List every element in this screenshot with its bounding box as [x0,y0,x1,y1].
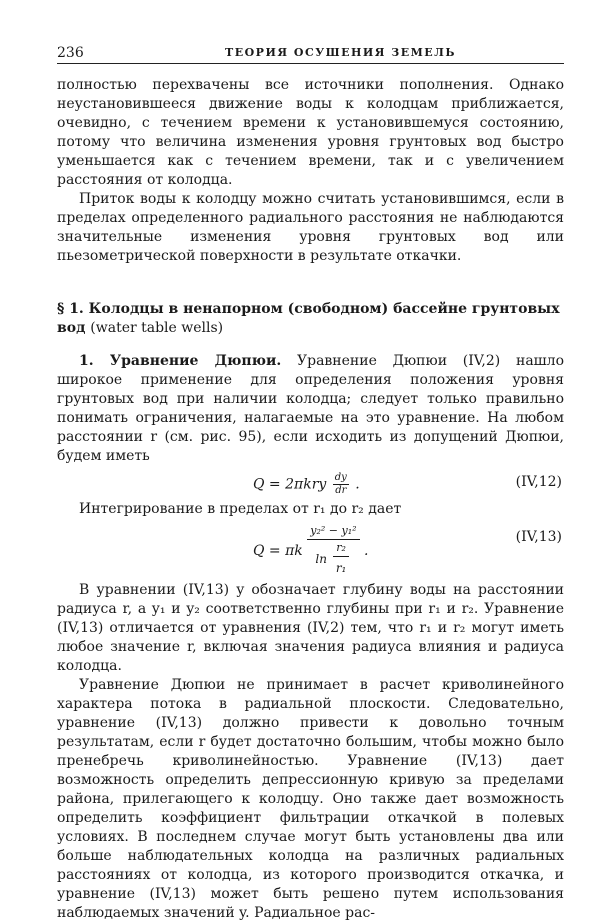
equation-iv-12 [57,466,564,500]
equation-iv-12-fraction [333,472,349,497]
equation-iv-12-number: (IV,12) [515,474,562,490]
equation-iv-12-numerator: dy [334,472,347,483]
paragraph-1: полностью перехвачены все источники пополнения. Однако неустановившееся движение воды к колодцам приближается, очевидно, с течением времени к установившемуся состоянию, потому что величина изменения уровня грунтовых вод быстро уменьшается как с течением времени, так и с увеличением расстояния от колодца. [57,77,564,188]
equation-iv-13-denominator [307,540,359,579]
equation-iv-13-formula [253,523,368,579]
equation-iv-13-number: (IV,13) [515,529,562,545]
paragraph-4: Интегрирование в пределах от r₁ до r₂ дает [79,501,402,517]
running-head: ТЕОРИЯ ОСУШЕНИЯ ЗЕМЕЛЬ [225,46,456,59]
equation-iv-13-numerator: y₂² − y₁² [307,523,359,540]
equation-iv-13-tail: . [363,543,369,559]
paragraph-3 [57,352,564,466]
paragraph-5: В уравнении (IV,13) y обозначает глубину воды на расстоянии радиуса r, а y₁ и y₂ соответственно глубины при r₁ и r₂. Уравнение (IV,13) отличается от уравнения (IV,2) тем, что r₁ и r₂ могут иметь любое значение r, включая значения радиуса влияния и радиуса колодца. [57,582,564,674]
page-body [57,76,564,923]
paragraph-2: Приток воды к колодцу можно считать установившимся, если в пределах определенного радиального расстояния не наблюдаются значительные изменения уровня грунтовых вод или пьезометрической поверхности в результате откачки. [57,191,564,264]
page-header [57,45,564,64]
equation-iv-13-lhs: Q = πk [253,543,303,559]
section-title-english: (water table wells) [90,320,224,336]
subsection-title: 1. Уравнение Дюпюи. [79,353,282,369]
equation-iv-13 [57,519,564,581]
equation-iv-12-lhs: Q = 2πkry [253,476,327,493]
equation-iv-13-fraction [307,523,359,579]
section-title-bold: § 1. Колодцы в ненапорном (свободном) бассейне грунтовых вод [57,301,560,336]
equation-iv-13-ratio-bottom: r₁ [335,561,347,575]
equation-iv-12-formula [253,472,360,497]
paragraph-3-text: Уравнение Дюпюи (IV,2) нашло широкое применение для определения положения уровня грунтовых вод при наличии колодца; следует только правильно понимать ограничения, налагаемые на это уравнение. На любом расстоянии r (см. рис. 95), если исходить из допущений Дюпюи, будем иметь [57,353,564,464]
paragraph-6: Уравнение Дюпюи не принимает в расчет криволинейного характера потока в радиальной плоскости. Следовательно, уравнение (IV,13) должно привести к довольно точным результатам, если r будет достаточно большим, чтобы можно было пренебречь криволинейностью. Уравнение (IV,13) дает возможность определить депрессионную кривую за пределами района, прилегающего к колодцу. Оно также дает возможность определить коэффициент фильтрации откачкой в полевых условиях. В последнем случае могут быть установлены два или больше наблюдательных колодца на различных радиальных расстояниях от колодца, из которого производится откачка, и уравнение (IV,13) может быть решено путем использования наблюдаемых значений y. Радиальное рас- [57,677,564,921]
equation-iv-13-ln: ln [315,552,327,566]
page-number: 236 [57,45,84,61]
section-title [57,300,564,338]
equation-iv-12-denominator: dr [335,485,347,496]
equation-iv-13-ratio [333,540,350,579]
equation-iv-13-ratio-top: r₂ [333,540,350,557]
equation-iv-12-tail: . [355,476,360,493]
